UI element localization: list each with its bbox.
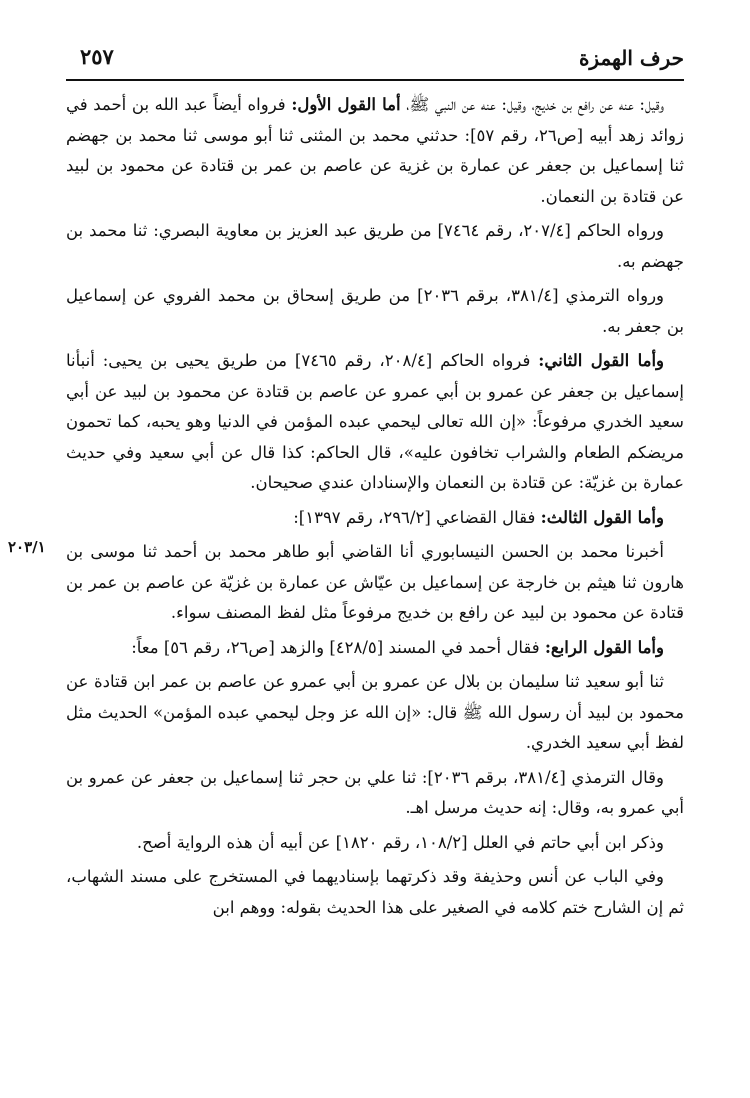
paragraph: ثنا أبو سعيد ثنا سليمان بن بلال عن عمرو بن أبي عمرو عن عاصم بن عمر ابن قتادة عن محمود بن لبيد أن رسول الله ﷺ قال: «إن الله عز وجل ليحمي عبده المؤمن» الحديث مثل لفظ أبي سعيد الخدري.: [66, 672, 684, 752]
page-body: [66, 90, 684, 927]
paragraph: أخبرنا محمد بن الحسن النيسابوري أنا القاضي أبو طاهر محمد بن أحمد ثنا موسى بن هارون ثنا هيثم بن خارجة عن إسماعيل بن عيّاش عن عمارة بن غزيّة عن عاصم بن عمر بن قتادة عن محمود بن لبيد عن رافع بن خديج مرفوعاً مثل لفظ المصنف سواء.: [66, 542, 684, 622]
header-divider: [66, 79, 684, 81]
margin-reference: ٢٠٣/١: [8, 538, 46, 556]
page-number: ٢٥٧: [80, 44, 114, 69]
page-header: [66, 38, 684, 78]
paragraph: وقيل: عنه عن رافع بن خديج، وقيل: عنه عن النبي ﷺ، أما القول الأول: فرواه أيضاً عبد الله بن أحمد في زوائد زهد أبيه [ص٢٦، رقم ٥٧]: حدثني محمد بن المثنى ثنا أبو موسى ثنا محمد بن جهضم ثنا إسماعيل بن جعفر عن عمارة بن غزية عن عاصم بن عمر بن قتادة عن محمود بن لبيد عن قتادة بن النعمان.: [66, 95, 684, 206]
paragraph: وذكر ابن أبي حاتم في العلل [١٠٨/٢، رقم ١٨٢٠] عن أبيه أن هذه الرواية أصح.: [136, 832, 664, 852]
paragraph: ورواه الحاكم [٢٠٧/٤، رقم ٧٤٦٤] من طريق عبد العزيز بن معاوية البصري: ثنا محمد بن جهضم به.: [66, 221, 684, 271]
paragraph: وقال الترمذي [٣٨١/٤، برقم ٢٠٣٦]: ثنا علي بن حجر ثنا إسماعيل بن جعفر عن عمرو بن أبي عمرو به، وقال: إنه حديث مرسل اهـ.: [66, 767, 684, 817]
paragraph: وأما القول الثاني: فرواه الحاكم [٢٠٨/٤، رقم ٧٤٦٥] من طريق يحيى بن يحيى: أنبأنا إسماعيل بن جعفر عن عمرو بن أبي عمرو عن عاصم بن قتادة عن محمود بن لبيد عن أبي سعيد الخدري مرفوعاً: «إن الله تعالى ليحمي عبده المؤمن في الدنيا وهو يحبه، كما تحمون مريضكم الطعام والشراب تخافون عليه»، قال الحاكم: كذا قال عن أبي سعيد وفي حديث عمارة بن غزيّة: عن قتادة بن النعمان والإسنادان عندي صحيحان.: [66, 351, 684, 492]
paragraph: وأما القول الرابع: فقال أحمد في المسند [٤٢٨/٥] والزهد [ص٢٦، رقم ٥٦] معاً:: [131, 637, 664, 657]
paragraph: وأما القول الثالث: فقال القضاعي [٢٩٦/٢، رقم ١٣٩٧]:: [293, 507, 664, 527]
chapter-title: حرف الهمزة: [578, 46, 684, 70]
paragraph: وفي الباب عن أنس وحذيفة وقد ذكرتهما بإسناديهما في المستخرج على مسند الشهاب، ثم إن الشارح ختم كلامه في الصغير على هذا الحديث بقوله: ووهم ابن: [66, 867, 684, 917]
paragraph: ورواه الترمذي [٣٨١/٤، برقم ٢٠٣٦] من طريق إسحاق بن محمد الفروي عن إسماعيل بن جعفر به.: [66, 286, 684, 336]
